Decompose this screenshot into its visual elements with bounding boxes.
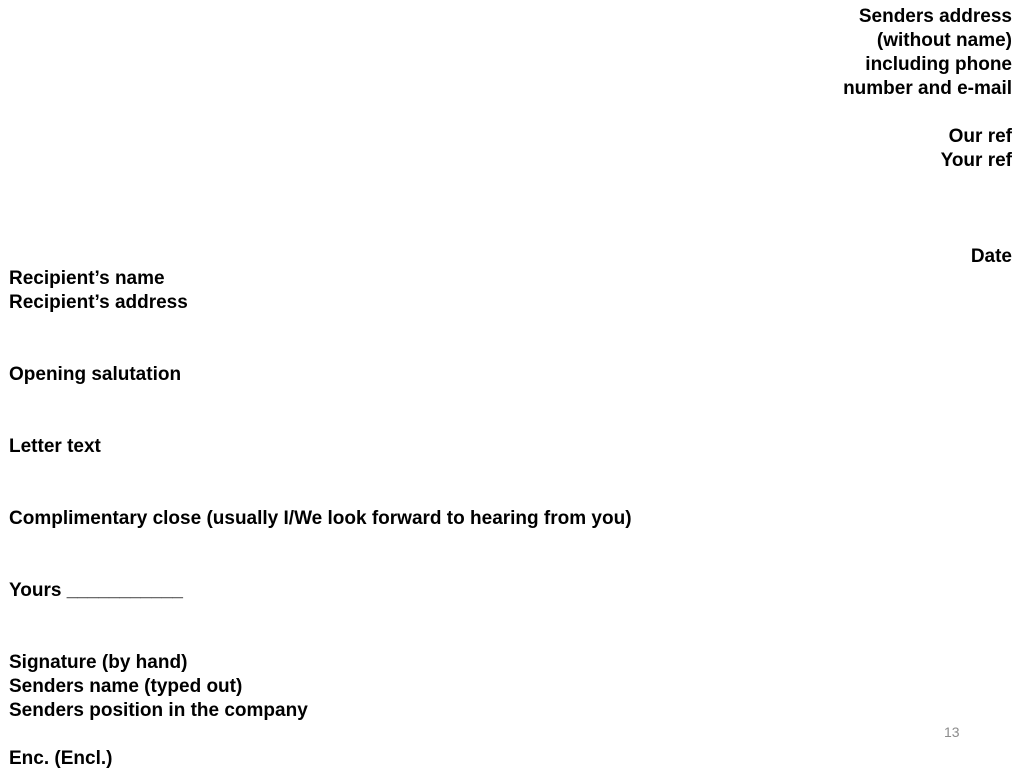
sender-address-line-1: Senders address bbox=[858, 6, 1012, 27]
senders-name-line: Senders name (typed out) bbox=[9, 676, 243, 697]
yours-line: Yours ___________ bbox=[9, 580, 183, 601]
our-ref: Our ref bbox=[948, 126, 1012, 147]
letter-text: Letter text bbox=[9, 436, 101, 457]
recipient-address: Recipient’s address bbox=[9, 292, 188, 313]
enclosure-line: Enc. (Encl.) bbox=[9, 748, 113, 769]
recipient-name: Recipient’s name bbox=[9, 268, 165, 289]
sender-address-line-4: number and e-mail bbox=[843, 78, 1012, 99]
sender-address-line-3: including phone bbox=[865, 54, 1012, 75]
sender-block bbox=[843, 5, 1012, 269]
letter-body-block bbox=[9, 267, 632, 771]
sender-address-line-2: (without name) bbox=[876, 30, 1012, 51]
page-number: 13 bbox=[944, 724, 960, 740]
opening-salutation: Opening salutation bbox=[9, 364, 182, 385]
signature-line: Signature (by hand) bbox=[9, 652, 188, 673]
senders-position-line: Senders position in the company bbox=[9, 700, 308, 721]
your-ref: Your ref bbox=[940, 150, 1012, 171]
complimentary-close: Complimentary close (usually I/We look forward to hearing from you) bbox=[9, 508, 632, 529]
date: Date bbox=[970, 246, 1012, 267]
